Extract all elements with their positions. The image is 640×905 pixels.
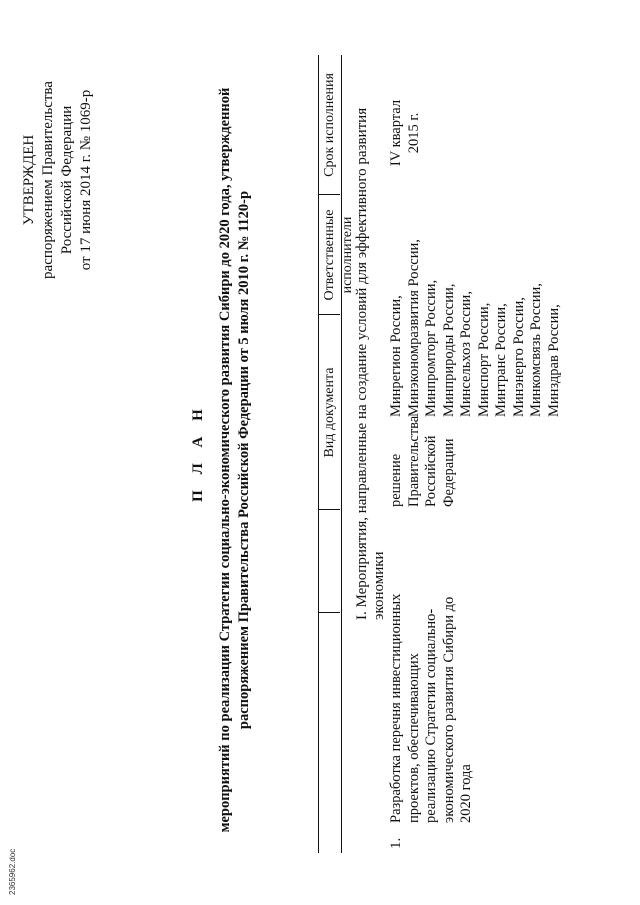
section-title: I. Мероприятия, направленные на создание условий для эффективного развития экономики bbox=[354, 107, 387, 620]
deadline-line: IV квартал bbox=[388, 99, 404, 167]
cell-executors bbox=[388, 239, 563, 417]
executor-line: Минкомсвязь России, bbox=[528, 283, 544, 417]
executor-line: Минсельхоз России, bbox=[458, 291, 474, 417]
executor-line: Минприроды России, bbox=[440, 283, 457, 417]
cell-deadline bbox=[388, 93, 423, 173]
activity-line: Разработка перечня инвестиционных bbox=[388, 593, 404, 823]
activity-line: 2020 года bbox=[458, 764, 474, 823]
document-type-line: Федерации bbox=[440, 438, 457, 507]
executor-line: Минэкономразвития России, bbox=[405, 239, 422, 417]
header-divider bbox=[318, 612, 340, 613]
subtitle-line-1: мероприятий по реализации Стратегии социально-экономического развития Сибири до 2020 года, утвержденной bbox=[217, 87, 233, 833]
executor-line: Минпромторг России, bbox=[423, 279, 439, 417]
activity-line: экономического развития Сибири до bbox=[440, 596, 457, 823]
subtitle-line-2: распоряжением Правительства Российской Федерации от 5 июля 2010 г. № 1120-р bbox=[236, 190, 252, 730]
header-document-type: Вид документа bbox=[322, 367, 337, 458]
approval-line-1: УТВЕРЖДЕН bbox=[21, 134, 37, 226]
approval-line-4: от 17 июня 2014 г. № 1069-р bbox=[78, 89, 94, 271]
activity-line: проектов, обеспечивающих bbox=[405, 653, 422, 823]
executor-line: Минрегион России, bbox=[388, 295, 404, 417]
approval-stamp bbox=[20, 60, 96, 300]
executor-line: Минспорт России, bbox=[475, 302, 492, 417]
approval-line-2: распоряжением Правительства bbox=[40, 81, 56, 279]
cell-activity bbox=[388, 594, 476, 823]
executor-line: Минтранс России, bbox=[493, 303, 509, 417]
document-type-line: Правительства bbox=[405, 415, 422, 507]
deadline-line: 2015 г. bbox=[405, 112, 422, 154]
approval-line-3: Российской Федерации bbox=[59, 105, 75, 255]
document-subtitle bbox=[216, 85, 254, 835]
header-deadline: Срок исполнения bbox=[322, 73, 337, 177]
document-title: П Л А Н bbox=[190, 403, 206, 502]
document-type-line: Российской bbox=[423, 435, 439, 507]
executor-line: Минздрав России, bbox=[545, 304, 562, 417]
row-number: 1. bbox=[388, 837, 404, 849]
header-executors: Ответственные исполнители bbox=[322, 209, 355, 301]
document-file-code: 2365962.doc bbox=[8, 848, 17, 895]
executor-line: Минэнерго России, bbox=[510, 297, 527, 417]
cell-document-type bbox=[388, 416, 458, 507]
document-type-line: решение bbox=[388, 453, 404, 507]
activity-line: реализацию Стратегии социально- bbox=[423, 608, 439, 823]
